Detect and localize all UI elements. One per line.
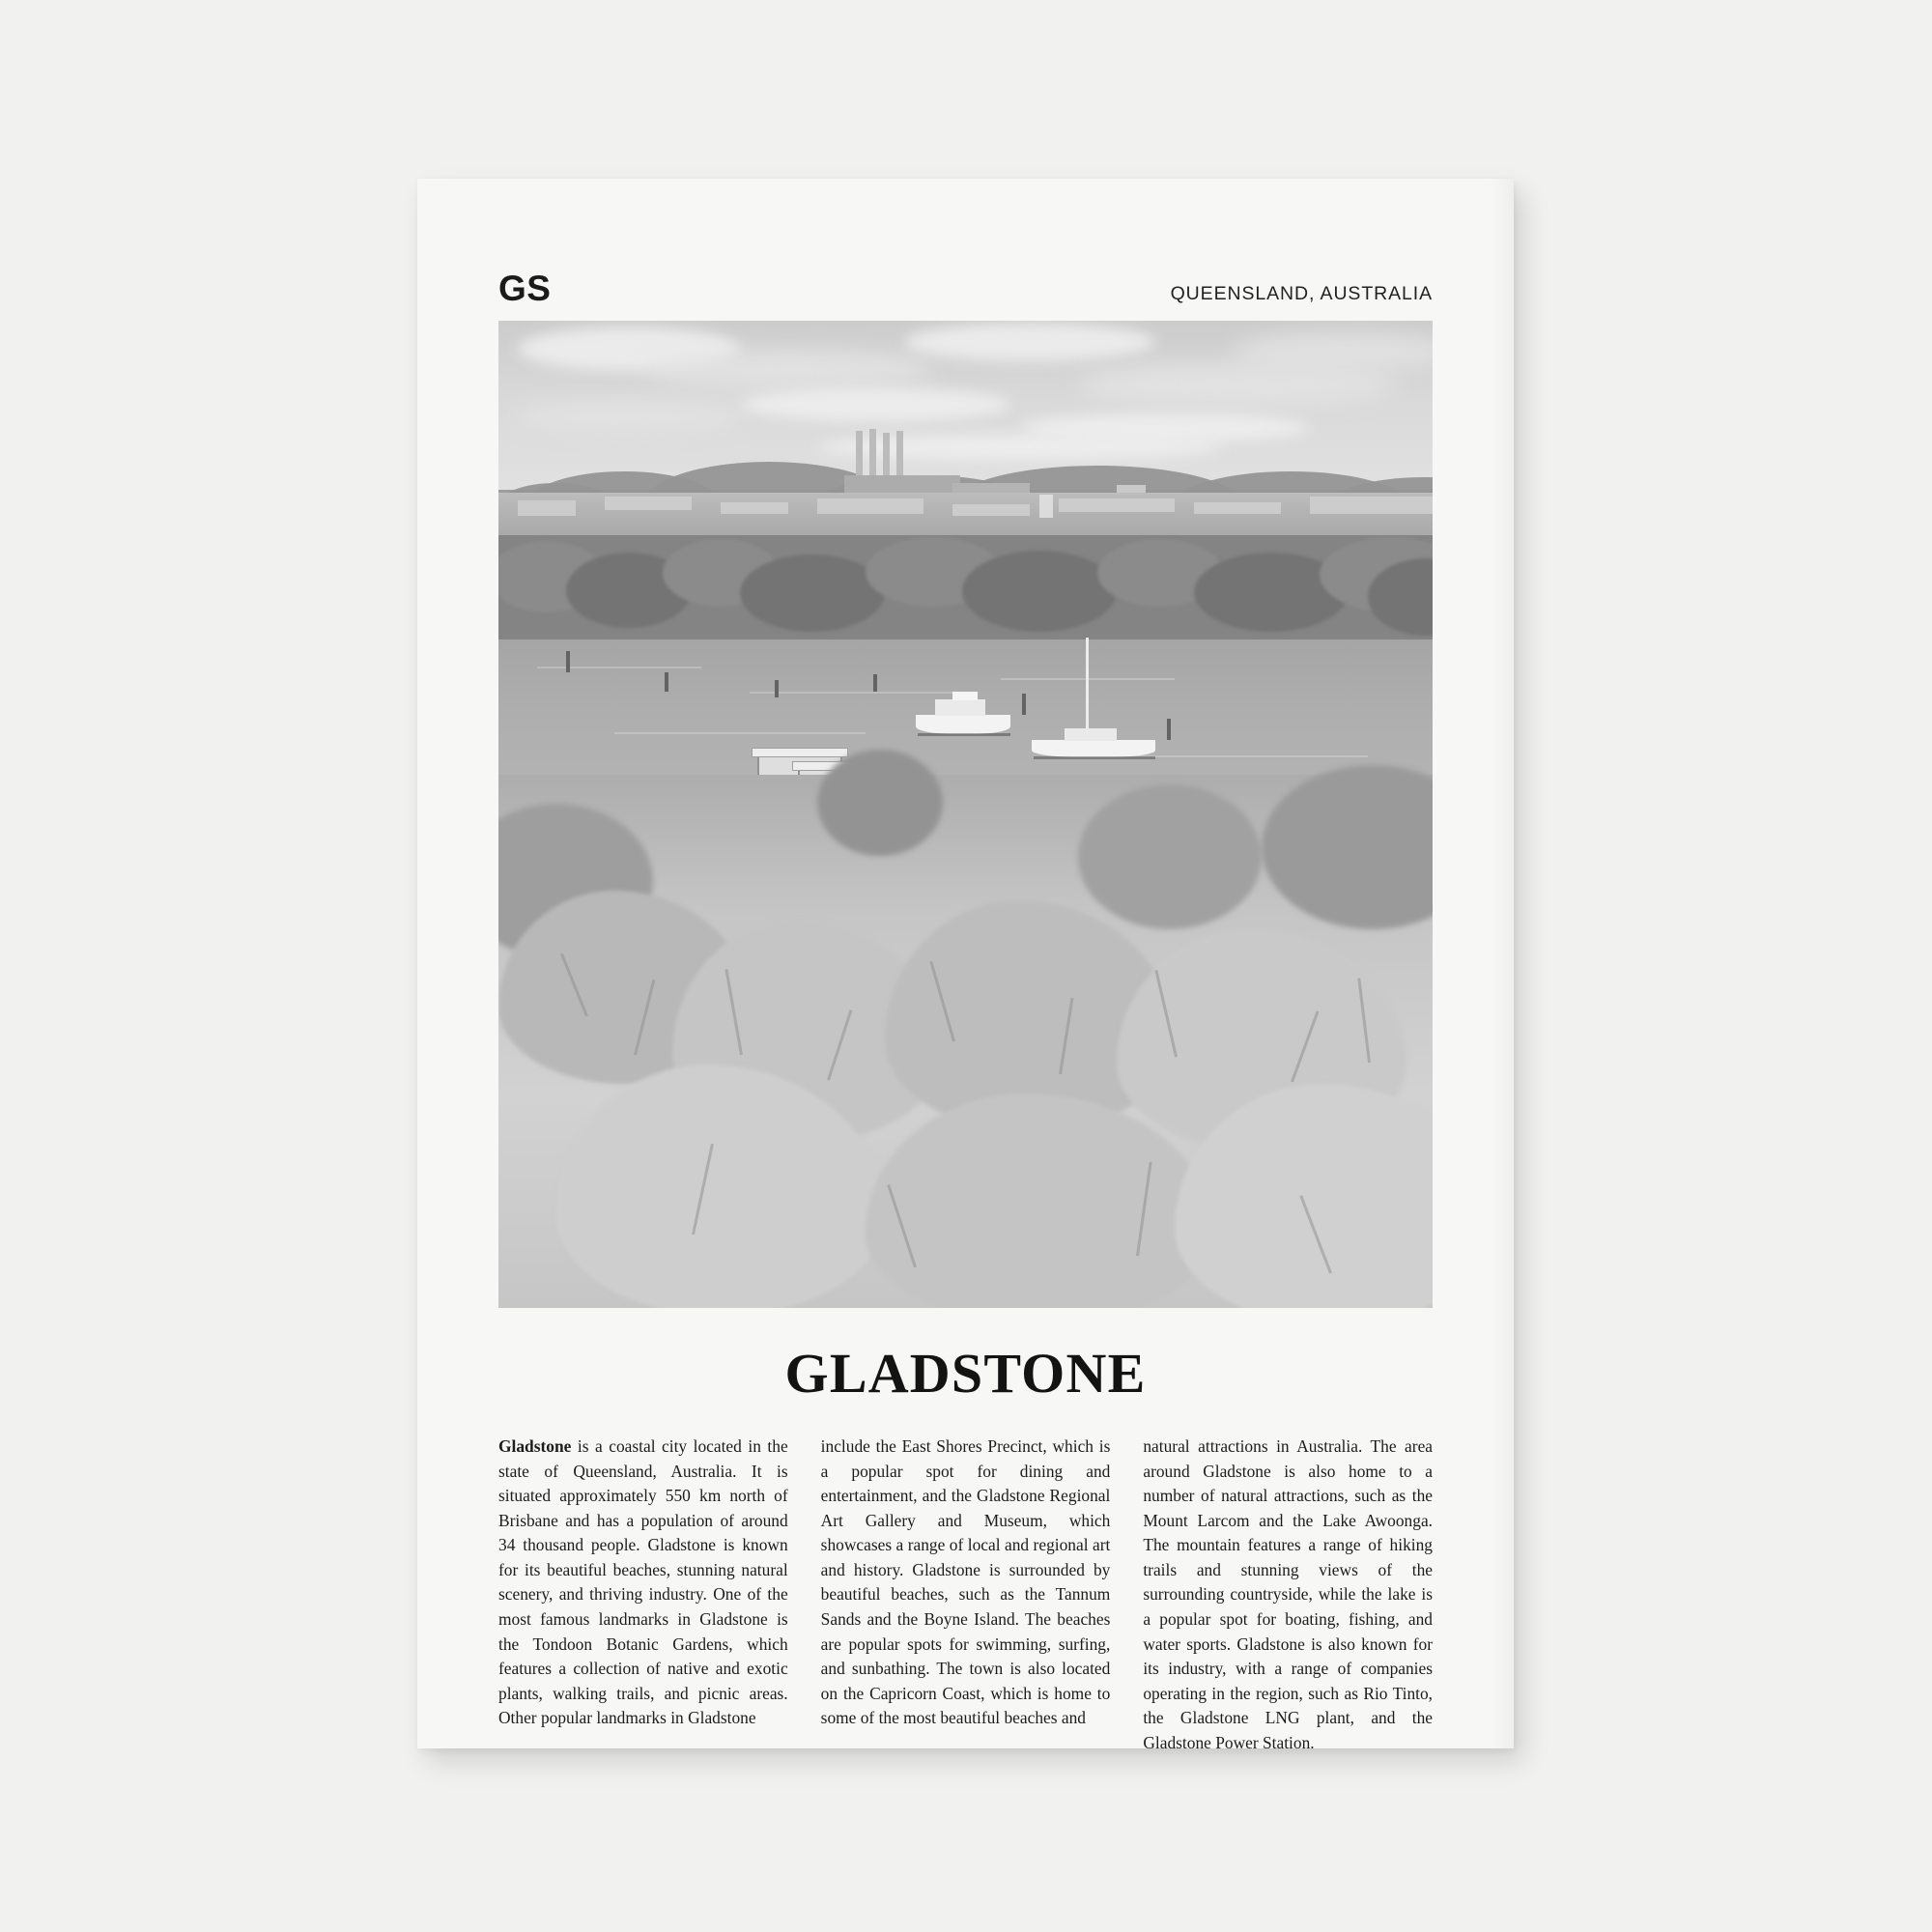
motor-yacht-bridge — [952, 692, 978, 700]
poster-header — [498, 268, 1433, 310]
foreground-tree — [817, 750, 943, 856]
water-ripple — [614, 732, 866, 734]
cloud-shape — [513, 402, 745, 431]
sailboat-cabin — [1065, 728, 1117, 741]
cloud-shape — [904, 323, 1155, 361]
page-title: GLADSTONE — [784, 1342, 1147, 1405]
photo-foreground-scrub — [498, 775, 1433, 1308]
body-column-3: natural attractions in Australia. The area around Gladstone is also home to a number of natural attractions, such as the Mount Larcom and the Lake Awoonga. The mountain features a range of hiking trails and stunning views of the surrounding countryside, while the lake is a popular spot for boating, fishing, and water sports. Gladstone is also known for its industry, with a range of companies operating in the region, such as Rio Tinto, the Gladstone LNG plant, and the Gladstone Power Station. — [1143, 1436, 1434, 1752]
channel-marker — [1167, 719, 1171, 740]
region-label: QUEENSLAND, AUSTRALIA — [1170, 282, 1433, 304]
body-columns — [498, 1435, 1433, 1756]
town-building — [721, 502, 788, 514]
foreground-tree — [1262, 765, 1433, 929]
sailboat-mast — [1086, 638, 1089, 742]
town-building — [817, 498, 923, 514]
sailboat-hull — [1032, 740, 1155, 757]
channel-marker — [566, 651, 570, 672]
town-building — [1194, 502, 1281, 514]
water-ripple — [750, 692, 962, 694]
channel-marker — [775, 680, 779, 697]
town-building — [1059, 498, 1175, 512]
town-building — [952, 504, 1030, 516]
channel-marker — [1022, 694, 1026, 715]
tree-cluster — [962, 551, 1117, 632]
jetty-shed-roof — [752, 748, 848, 757]
town-building — [518, 500, 576, 516]
town-building — [1310, 497, 1433, 514]
boat-reflection — [918, 733, 1010, 736]
body-column-1 — [498, 1435, 788, 1756]
boat-reflection — [1034, 756, 1155, 759]
channel-marker — [665, 672, 668, 692]
body-column-2: include the East Shores Precinct, which is a popular spot for dining and entertainment, and the Gladstone Regional Art Gallery and Museum, which showcases a range of local and regional art and history. Gladstone is surrounded by beautiful beaches, such as the Tannum Sands and the Boyne Island. The beaches are popular spots for swimming, surfing, and sunbathing. The town is also located on the Capricorn Coast, which is home to some of the most beautiful beaches and — [820, 1436, 1111, 1728]
monogram-logo: GS — [498, 269, 552, 308]
poster-photograph — [498, 321, 1433, 1308]
tree-cluster — [740, 554, 885, 632]
water-ripple — [537, 667, 701, 668]
cloud-shape — [740, 388, 1010, 421]
body-lead-word: Gladstone — [498, 1436, 572, 1456]
poster-sheet — [417, 179, 1514, 1752]
motor-yacht-cabin — [935, 699, 985, 716]
foreground-tree — [1078, 784, 1262, 929]
cloud-shape — [643, 350, 933, 388]
channel-marker — [873, 674, 877, 692]
photo-treeline — [498, 535, 1433, 651]
water-tower — [1039, 495, 1053, 518]
motor-yacht-hull — [916, 715, 1010, 734]
photo-artwork — [498, 321, 1433, 1308]
body-text-1: is a coastal city located in the state of Queensland, Australia. It is situated approximately 550 km north of Brisbane and has a population of around 34 thousand people. Gladstone is known for its beautiful beaches, stunning natural scenery, and thriving industry. One of the most famous landmarks in Gladstone is the Tondoon Botanic Gardens, which features a collection of native and exotic plants, walking trails, and picnic areas. Other popular landmarks in Gladstone — [498, 1436, 788, 1728]
town-building — [605, 497, 692, 510]
poster-content — [498, 268, 1434, 1752]
